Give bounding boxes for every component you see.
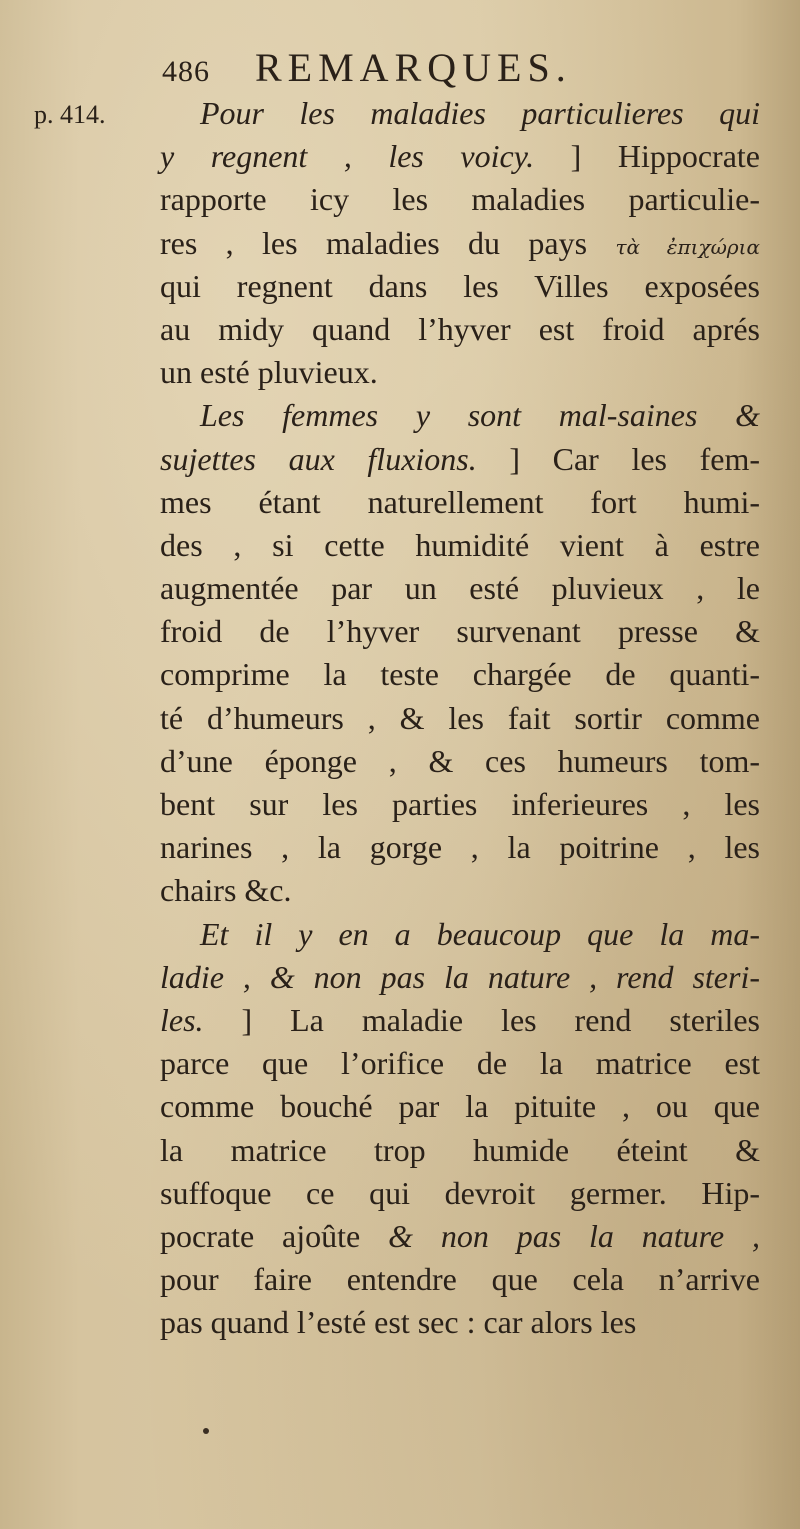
text-line — [160, 1085, 760, 1128]
page-number: 486 — [162, 55, 210, 88]
text-line — [160, 1172, 760, 1215]
roman-text: d’une éponge , & ces humeurs tom- — [160, 742, 760, 779]
text-line — [160, 265, 760, 308]
roman-text: au midy quand l’hyver est froid aprés — [160, 310, 760, 347]
text-line — [160, 869, 760, 912]
roman-text: pocrate ajoûte — [160, 1217, 389, 1254]
text-line — [160, 783, 760, 826]
text-line — [160, 394, 760, 437]
text-line — [160, 1215, 760, 1258]
margin-reference: p. 414. — [34, 100, 106, 129]
text-line — [160, 999, 760, 1042]
text-line — [160, 135, 760, 178]
text-line — [160, 438, 760, 481]
roman-text: narines , la gorge , la poitrine , les — [160, 829, 760, 866]
italic-text: y regnent , les voicy. — [160, 138, 535, 175]
text-line — [160, 1301, 760, 1344]
italic-text: les. — [160, 1001, 204, 1038]
roman-text: la matrice trop humide éteint & — [160, 1131, 760, 1168]
text-line — [160, 1042, 760, 1085]
roman-text: un esté pluvieux. — [160, 354, 378, 391]
text-line — [160, 826, 760, 869]
text-line — [160, 697, 760, 740]
roman-text: mes étant naturellement fort humi- — [160, 483, 760, 520]
italic-text: & non pas la nature , — [388, 1217, 761, 1254]
italic-text: sujettes aux fluxions. — [160, 440, 477, 477]
text-line — [160, 222, 760, 265]
text-line — [160, 1129, 760, 1172]
italic-text: Les femmes y sont mal-saines & — [200, 397, 760, 434]
running-title: REMARQUES. — [255, 45, 572, 90]
roman-text: comme bouché par la pituite , ou que — [160, 1088, 760, 1125]
roman-text: res , les maladies du pays — [160, 224, 616, 261]
text-line — [160, 610, 760, 653]
roman-text: comprime la teste chargée de quanti- — [160, 656, 760, 693]
roman-text: des , si cette humidité vient à estre — [160, 526, 760, 563]
text-line — [160, 351, 760, 394]
roman-text: pas quand l’esté est sec : car alors les — [160, 1304, 637, 1341]
page-header — [162, 44, 572, 91]
roman-text: augmentée par un esté pluvieux , le — [160, 570, 760, 607]
text-line — [160, 653, 760, 696]
roman-text: bent sur les parties inferieures , les — [160, 786, 760, 822]
italic-text: Et il y en a beaucoup que la ma- — [200, 915, 760, 952]
roman-text: ] Car les fem- — [476, 440, 761, 477]
roman-text: ] Hippocrate — [534, 138, 760, 175]
text-line — [160, 913, 760, 956]
italic-text: Pour les maladies particulieres qui — [200, 95, 760, 131]
greek-word: τὰ ἐπιχώρια — [615, 234, 760, 259]
roman-text: ] La maladie les rend steriles — [203, 1001, 760, 1038]
roman-text: suffoque ce qui devroit germer. Hip- — [160, 1174, 760, 1211]
text-line — [160, 481, 760, 524]
text-line — [160, 956, 760, 999]
roman-text: froid de l’hyver survenant presse & — [160, 613, 760, 650]
text-line — [160, 567, 760, 610]
roman-text: rapporte icy les maladies particulie- — [160, 181, 760, 218]
roman-text: chairs &c. — [160, 872, 292, 909]
body-text — [160, 92, 760, 1344]
text-line — [160, 740, 760, 783]
text-line — [160, 524, 760, 567]
text-line — [160, 178, 760, 221]
ink-speck — [203, 1428, 209, 1434]
text-line — [160, 92, 760, 135]
italic-text: ladie , & non pas la nature , rend steri- — [160, 958, 760, 995]
roman-text: qui regnent dans les Villes exposées — [160, 267, 760, 304]
roman-text: té d’humeurs , & les fait sortir comme — [160, 699, 760, 736]
text-line — [160, 1258, 760, 1301]
roman-text: pour faire entendre que cela n’arrive — [160, 1261, 760, 1298]
text-line — [160, 308, 760, 351]
roman-text: parce que l’orifice de la matrice est — [160, 1045, 760, 1082]
